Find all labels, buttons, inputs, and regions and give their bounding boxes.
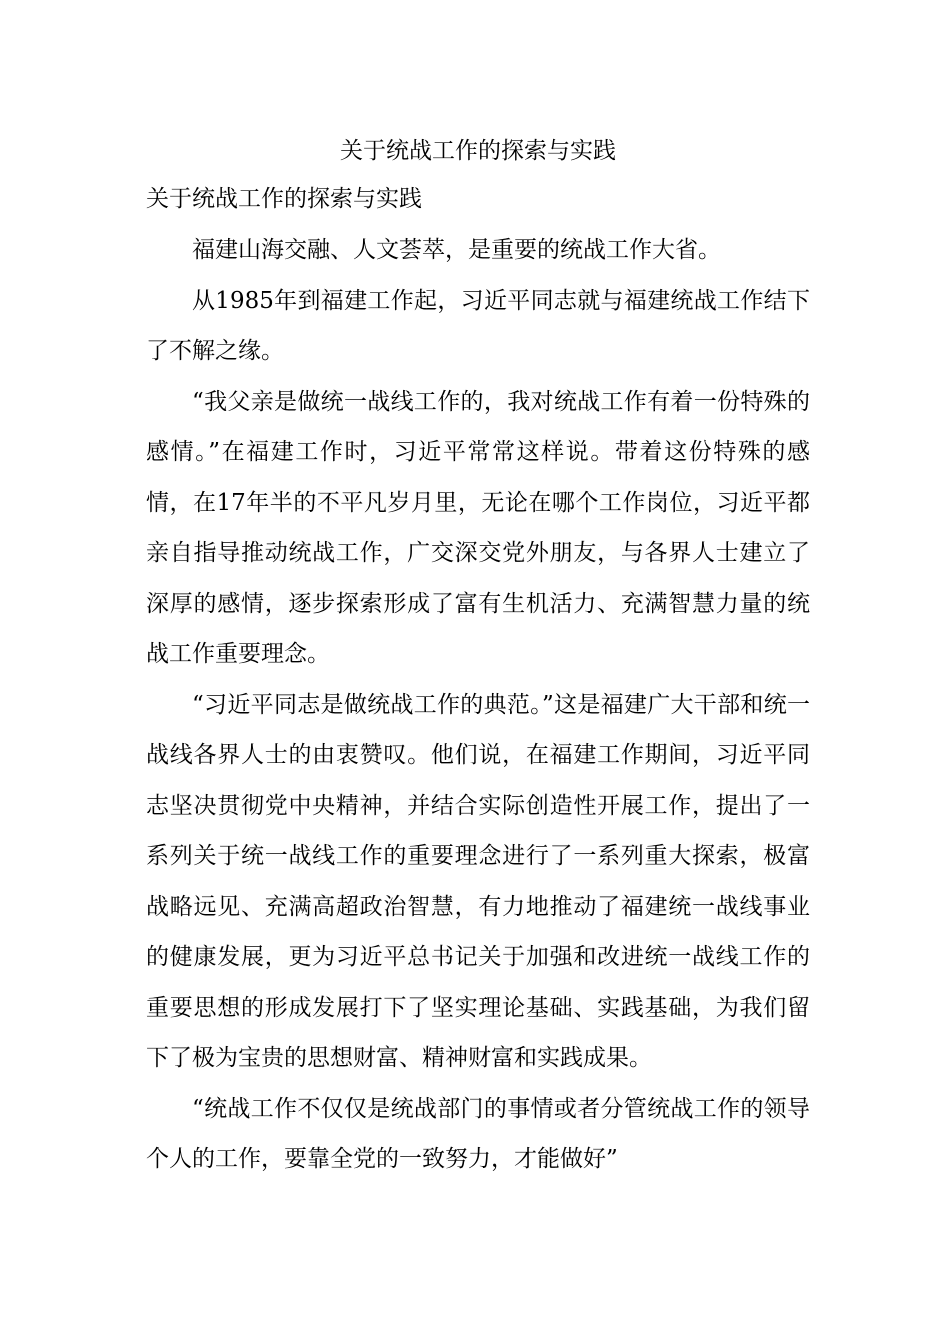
paragraph-4: “习近平同志是做统战工作的典范。”这是福建广大干部和统一战线各界人士的由衷赞叹。他们说，在福建工作期间，习近平同志坚决贯彻党中央精神，并结合实际创造性开展工作，提出了一系列关于统一战线工作的重要理念进行了一系列重大探索，极富战略远见、充满高超政治智慧，有力地推动了福建统一战线事业的健康发展，更为习近平总书记关于加强和改进统一战线工作的重要思想的形成发展打下了坚实理论基础、实践基础，为我们留下了极为宝贵的思想财富、精神财富和实践成果。 <box>146 691 810 1071</box>
paragraph-1: 福建山海交融、人文荟萃，是重要的统战工作大省。 <box>192 237 721 263</box>
paragraph-3: “我父亲是做统一战线工作的，我对统战工作有着一份特殊的感情。”在福建工作时，习近平常常这样说。带着这份特殊的感情，在17年半的不平凡岁月里，无论在哪个工作岗位，习近平都亲自指导推动统战工作，广交深交党外朋友，与各界人士建立了深厚的感情，逐步探索形成了富有生机活力、充满智慧力量的统战工作重要理念。 <box>146 388 810 667</box>
document-subtitle: 关于统战工作的探索与实践 <box>146 186 422 212</box>
paragraph-2: 从1985年到福建工作起，习近平同志就与福建统战工作结下了不解之缘。 <box>146 287 810 364</box>
document-title: 关于统战工作的探索与实践 <box>340 138 616 164</box>
document-page <box>146 131 810 1185</box>
paragraph-5: “统战工作不仅仅是统战部门的事情或者分管统战工作的领导个人的工作，要靠全党的一致努力，才能做好” <box>146 1095 810 1172</box>
